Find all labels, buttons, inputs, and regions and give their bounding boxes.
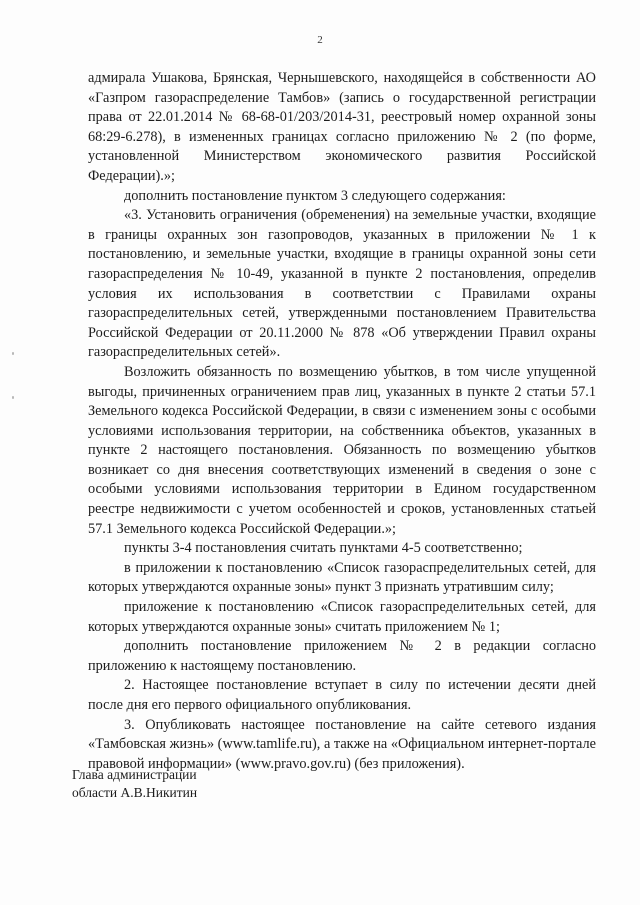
paragraph-compensation: Возложить обязанность по возмещению убытков, в том числе упущенной выгоды, причиненных ограничением прав лиц, указанных в пункте 2 статьи 57.1 Земельного кодекса Российской Федерации, в связи с изменением зоны с особыми условиями использования территории, на собственника объектов, указанных в пункте 2 настоящего постановления. Обязанность по возмещению убытков возникает со дня внесения соответствующих изменений в сведения о зоне с особыми условиями использования территории в Едином государственном реестре недвижимости с учетом особенностей и сроков, установленных статьей 57.1 Земельного кодекса Российской Федерации.»;	[88, 363, 596, 537]
paragraph-annex-point-3-void: в приложении к постановлению «Список газораспределительных сетей, для которых утверждаются охранные зоны» пункт 3 признать утратившим силу;	[88, 559, 596, 596]
paragraph-renumber: пункты 3-4 постановления считать пунктами 4-5 соответственно;	[124, 540, 523, 557]
paragraph-annex-1: приложение к постановлению «Список газораспределительных сетей, для которых утверждаются охранные зоны» считать приложением № 1;	[88, 599, 596, 635]
scan-speck	[12, 396, 14, 399]
page-number: 2	[317, 34, 323, 46]
signature-name: области А.В.Никитин	[72, 785, 198, 800]
signature-block	[72, 766, 197, 802]
paragraph-point-3-restrictions: «3. Установить ограничения (обременения) на земельные участки, входящие в границы охранных зон газопроводов, указанных в приложении № 1 к постановлению, и земельные участки, входящие в границы охранной зоны сети газораспределения № 10-49, указанной в пункте 2 постановления, определив условия их использования в соответствии с Правилами охраны газораспределительных сетей, утвержденными постановлением Правительства Российской Федерации от 20.11.2000 № 878 «Об утверждении Правил охраны газораспределительных сетей».	[88, 207, 596, 361]
paragraph-publication: 3. Опубликовать настоящее постановление на сайте сетевого издания «Тамбовская жизнь» (www.tamlife.ru), а также на «Официальном интернет-портале правовой информации» (www.pravo.gov.ru) (без приложения).	[88, 716, 596, 772]
paragraph-effective-date: 2. Настоящее постановление вступает в силу по истечении десяти дней после дня его первого официального опубликования.	[88, 677, 596, 713]
scan-speck	[12, 352, 14, 355]
paragraph-annex-2: дополнить постановление приложением № 2 в редакции согласно приложению к настоящему постановлению.	[88, 638, 596, 674]
signature-title: Глава администрации	[72, 767, 197, 782]
paragraph-add-point-3: дополнить постановление пунктом 3 следующего содержания:	[124, 187, 506, 204]
document-body	[88, 69, 596, 774]
paragraph-continuation: адмирала Ушакова, Брянская, Чернышевского, находящейся в собственности АО «Газпром газораспределение Тамбов» (запись о государственной регистрации права от 22.01.2014 № 68-68-01/203/2014-31, реестровый номер охранной зоны 68:29-6.278), в измененных границах согласно приложению № 2 (по форме, установленной Министерством экономического развития Российской Федерации).»;	[88, 70, 596, 184]
